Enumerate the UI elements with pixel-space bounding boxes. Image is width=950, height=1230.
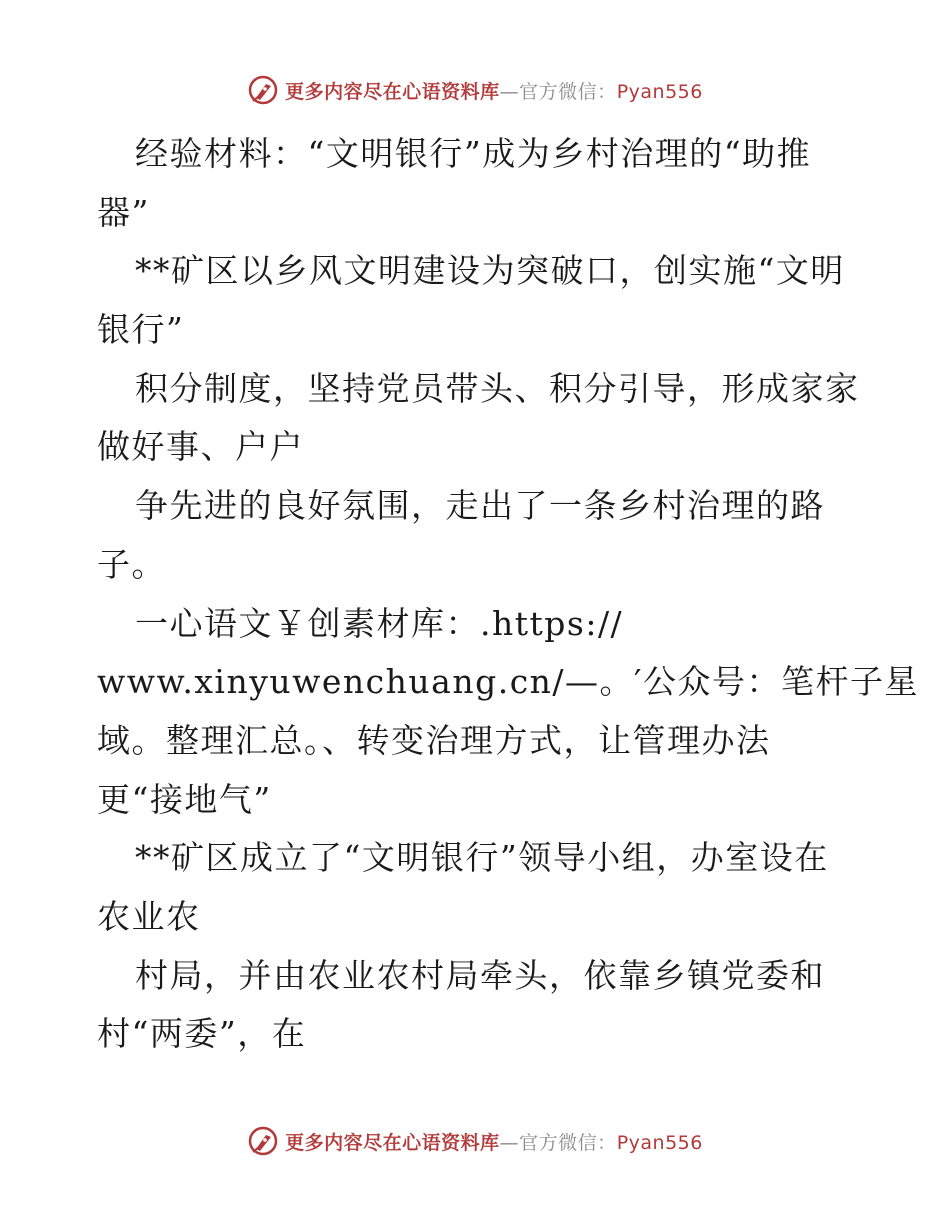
- banner-text: [285, 77, 703, 104]
- footer-banner: [0, 1121, 950, 1161]
- paragraph-line: **矿区以乡风文明建设为突破口，创实施“文明: [135, 251, 845, 291]
- paragraph-line: 更“接地气”: [97, 779, 272, 819]
- paragraph-line: 做好事、户户: [97, 427, 304, 467]
- paragraph-line: 一心语文￥创素材库：.https://: [135, 603, 624, 643]
- paragraph-line: 村局，并由农业农村局牵头，依靠乡镇党委和: [135, 955, 825, 995]
- banner-label: 官方微信：: [519, 1131, 617, 1154]
- paragraph-line: 域。整理汇总。、转变治理方式，让管理办法: [97, 720, 771, 760]
- paragraph-line: www.xinyuwenchuang.cn/—。′公众号：笔杆子星: [97, 662, 920, 702]
- banner-handle: Pyan556: [616, 80, 703, 103]
- pen-nib-logo-icon: [247, 74, 279, 106]
- paragraph-line: 子。: [97, 544, 166, 584]
- pen-nib-logo-icon: [247, 1125, 279, 1157]
- banner-text: [285, 1128, 703, 1155]
- paragraph-line: 村“两委”，在: [97, 1014, 307, 1054]
- banner-handle: Pyan556: [616, 1131, 703, 1154]
- paragraph-line: 银行”: [97, 310, 185, 350]
- paragraph-line: 经验材料：“文明银行”成为乡村治理的“助推: [135, 134, 812, 173]
- paragraph-line: 农业农: [97, 896, 201, 936]
- document-body: [97, 125, 920, 1064]
- header-banner: [0, 70, 950, 110]
- banner-title: 更多内容尽在心语资料库: [285, 1131, 500, 1154]
- paragraph-line: **矿区成立了“文明银行”领导小组，办室设在: [135, 838, 829, 878]
- paragraph-line: 争先进的良好氛围，走出了一条乡村治理的路: [135, 486, 825, 526]
- banner-dash: —: [499, 80, 520, 103]
- paragraph-line: 器”: [97, 192, 150, 232]
- paragraph-line: 积分制度，坚持党员带头、积分引导，形成家家: [135, 368, 860, 408]
- banner-label: 官方微信：: [519, 80, 617, 103]
- banner-title: 更多内容尽在心语资料库: [285, 80, 500, 103]
- banner-dash: —: [499, 1131, 520, 1154]
